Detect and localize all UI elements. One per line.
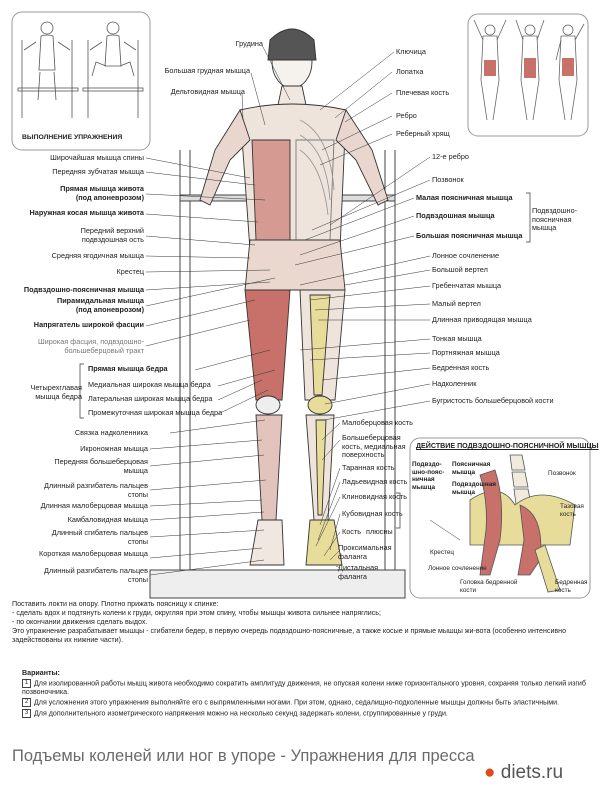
- inset-psoas-label: Поясничная мышца: [452, 461, 491, 476]
- variant-item: [22, 709, 592, 718]
- anatomy-label: Портняжная мышца: [432, 348, 500, 357]
- anatomy-label: Промежуточная широкая мышца бедра: [88, 408, 223, 417]
- anatomy-label: Длинная малоберцовая мышца: [40, 501, 148, 510]
- anatomy-label: Камбаловидная мышца: [67, 515, 148, 524]
- page-caption: Подъемы коленей или ног в упоре - Упражнения для пресса: [12, 747, 475, 765]
- variant-item: [22, 698, 592, 707]
- anatomy-label: Длинный разгибатель пальцев стопы: [44, 566, 148, 584]
- exercise-description: [12, 600, 592, 645]
- anatomy-label: Связка надколенника: [74, 428, 148, 437]
- variant-text: Для усложнения этого упражнения выполняйте его с выпрямленными ногами. При этом, однако, седалищно-подколенные мышцы должны быть эластичными.: [34, 698, 560, 707]
- anatomy-label: Икроножная мышца: [80, 444, 148, 453]
- variant-text: Для изолированной работы мышц живота необходимо сократить амплитуду движения, не опуская колени ниже горизонтального уровня, сохраняя только легкий изгиб позвоночника.: [22, 679, 586, 697]
- inset-group-label: Подвздо- шно-пояс- ничная мышца: [412, 461, 445, 491]
- quadriceps-group-label: Четырехглавая мышца бедра: [30, 383, 82, 401]
- description-line: - сделать вдох и подтянуть колени к груди, округляя при этом спину, чтобы мышцы живота сильнее напряглись;: [12, 609, 381, 617]
- inset-sacrum-label: Крестец: [430, 549, 455, 556]
- inset-vertebra-label: Позвонок: [548, 470, 576, 477]
- anatomy-label: Таранная кость: [342, 463, 395, 472]
- logo-text: diets.ru: [500, 762, 564, 783]
- anatomy-label: Средняя ягодичная мышца: [51, 251, 144, 260]
- anatomy-label: Большая поясничная мышца: [416, 231, 523, 240]
- anatomy-label: Передний верхний подвздошная ость: [80, 226, 144, 244]
- anatomy-label: Ладьевидная кость: [342, 477, 408, 486]
- anatomy-label: Малый вертел: [432, 299, 481, 308]
- inset-femur-label: Бедренная кость: [555, 579, 588, 594]
- anatomy-label: Гребенчатая мышца: [432, 281, 502, 290]
- anatomy-label: Широчайшая мышца спины: [50, 153, 144, 162]
- anatomy-label: Латеральная широкая мышца бедра: [88, 394, 213, 403]
- iliopsoas-panel-title: ДЕЙСТВИЕ ПОДВЗДОШНО-ПОЯСНИЧНОЙ МЫШЦЫ: [416, 442, 599, 450]
- anatomy-label: Позвонок: [432, 175, 464, 184]
- anatomy-label: Проксимальная фаланга: [338, 543, 392, 561]
- anatomy-label: Дельтовидная мышца: [170, 87, 245, 96]
- anatomy-label: Малая поясничная мышца: [416, 193, 513, 202]
- anatomy-label: Надколенник: [432, 379, 477, 388]
- description-line: Поставить локти на опору. Плотно прижать поясницу к спинке:: [12, 600, 219, 608]
- anatomy-label: Прямая мышца бедра: [88, 364, 168, 373]
- anatomy-label: Медиальная широкая мышца бедра: [88, 380, 211, 389]
- anatomy-label: Длинная приводящая мышца: [432, 315, 532, 324]
- anatomy-label: Ключица: [396, 47, 426, 56]
- anatomy-label: Лонное сочленение: [432, 251, 500, 260]
- anatomy-label: Короткая малоберцовая мышца: [38, 549, 148, 558]
- variant-item: [22, 679, 592, 697]
- variant-number-icon: 3: [22, 709, 31, 718]
- inset-iliacus-label: Подвздошная мышца: [452, 481, 497, 496]
- inset-femhead-label: Головка бедренной кости: [460, 579, 518, 594]
- anatomy-label: Передняя большеберцовая мышца: [54, 457, 148, 475]
- anatomy-label: Реберный хрящ: [396, 129, 450, 138]
- anatomy-label: Большой вертел: [432, 265, 488, 274]
- description-line: - по окончании движения сделать выдох.: [12, 618, 148, 626]
- variant-text: Для дополнительного изометрического напряжения можно на несколько секунд задержать колени, сгруппированные у груди.: [34, 709, 448, 718]
- variant-number-icon: 1: [22, 679, 31, 688]
- anatomy-label: Передняя зубчатая мышца: [52, 167, 144, 176]
- anatomy-label: Кость: [342, 527, 362, 536]
- anatomy-label: Бедренная кость: [432, 363, 490, 372]
- variants-title: Варианты:: [22, 669, 60, 677]
- anatomy-label: Длинный разгибатель пальцев стопы: [44, 481, 148, 499]
- anatomy-label: Крестец: [116, 267, 144, 276]
- anatomy-label: Напрягатель широкой фасции: [33, 320, 144, 329]
- anatomy-label: Плечевая кость: [396, 88, 450, 97]
- inset-pubic-label: Лонное сочленение: [428, 565, 487, 572]
- execution-title: ВЫПОЛНЕНИЕ УПРАЖНЕНИЯ: [22, 134, 123, 141]
- anatomy-label: Длинный сгибатель пальцев стопы: [51, 528, 148, 546]
- anatomy-label: Подвздошно-поясничная мышца: [23, 285, 144, 294]
- anatomy-label: плюсны: [366, 527, 393, 536]
- apple-icon: ●: [484, 762, 496, 783]
- anatomy-label: Большеберцовая кость, медиальная поверхность: [342, 433, 406, 459]
- site-logo[interactable]: [484, 762, 563, 784]
- anatomy-label: Прямая мышца живота (под апоневрозом): [60, 184, 144, 202]
- anatomy-label: Малоберцовая кость: [342, 418, 413, 427]
- anatomy-label: 12-е ребро: [432, 152, 469, 161]
- anatomy-label: Лопатка: [396, 67, 424, 76]
- anatomy-label: Кубовидная кость: [342, 509, 403, 518]
- anatomy-label: Широкая фасция, подвздошно- большеберцовый тракт: [37, 337, 144, 355]
- variants-list: [22, 679, 592, 719]
- variant-number-icon: 2: [22, 698, 31, 707]
- anatomy-label: Большая грудная мышца: [164, 66, 250, 75]
- anatomy-label: Клиновидная кость: [342, 492, 408, 501]
- anatomy-label: Подвздошная мышца: [416, 211, 495, 220]
- execution-panel: [12, 12, 150, 150]
- anatomy-label: Бугристость большеберцовой кости: [432, 396, 554, 405]
- inset-pelvis-label: Тазовая кость: [560, 503, 584, 518]
- anatomy-label: Тонкая мышца: [432, 334, 482, 343]
- iliopsoas-group-label: Подвздошно- поясничная мышца: [532, 206, 578, 232]
- anatomy-label: Наружная косая мышца живота: [29, 208, 144, 217]
- description-line: Это упражнение разрабатывает мышцы - сгибатели бедер, в первую очередь подвздошно-поясничные, а также косые и прямые мышцы жи-вота (особенно интенсивно задействованы их нижние части).: [12, 627, 567, 644]
- anatomy-label: Пирамидальная мышца (под апоневрозом): [56, 296, 144, 314]
- anatomy-label: Грудина: [235, 39, 263, 48]
- anatomy-label: Дистальная фаланга: [338, 563, 379, 581]
- anatomy-label: Ребро: [396, 111, 417, 120]
